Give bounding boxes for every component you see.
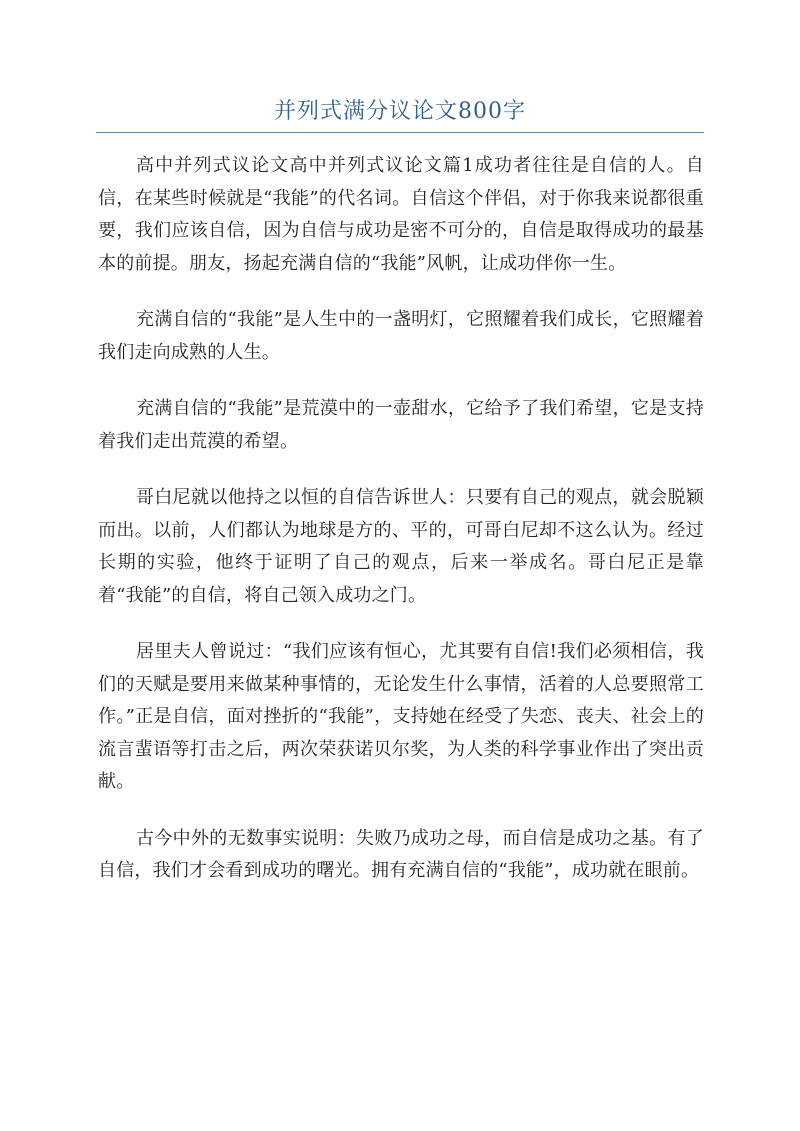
paragraph-5: 居里夫人曾说过：“我们应该有恒心，尤其要有自信!我们必须相信，我们的天赋是要用来做某种事情的，无论发生什么事情，活着的人总要照常工作。”正是自信，面对挫折的“我能”，支持她在经受了失恋、丧夫、社会上的流言蜚语等打击之后，两次荣获诺贝尔奖，为人类的科学事业作出了突出贡献。 [98,641,704,792]
document-body [98,150,704,912]
document-title: 并列式满分议论文800字 [274,99,526,124]
paragraph-2: 充满自信的“我能”是人生中的一盏明灯，它照耀着我们成长，它照耀着我们走向成熟的人生。 [98,309,704,363]
paragraph-4: 哥白尼就以他持之以恒的自信告诉世人：只要有自己的观点，就会脱颖而出。以前，人们都认为地球是方的、平的，可哥白尼却不这么认为。经过长期的实验，他终于证明了自己的观点，后来一举成名。哥白尼正是靠着“我能”的自信，将自己领入成功之门。 [98,487,704,606]
paragraph-1: 高中并列式议论文高中并列式议论文篇1成功者往往是自信的人。自信，在某些时候就是“我能”的代名词。自信这个伴侣，对于你我来说都很重要，我们应该自信，因为自信与成功是密不可分的，自信是取得成功的最基本的前提。朋友，扬起充满自信的“我能”风帆，让成功伴你一生。 [98,155,704,274]
paragraph-3: 充满自信的“我能”是荒漠中的一壶甜水，它给予了我们希望，它是支持着我们走出荒漠的希望。 [98,398,704,452]
title-underline [96,132,704,133]
paragraph-6: 古今中外的无数事实说明：失败乃成功之母，而自信是成功之基。有了自信，我们才会看到成功的曙光。拥有充满自信的“我能”，成功就在眼前。 [98,827,704,881]
